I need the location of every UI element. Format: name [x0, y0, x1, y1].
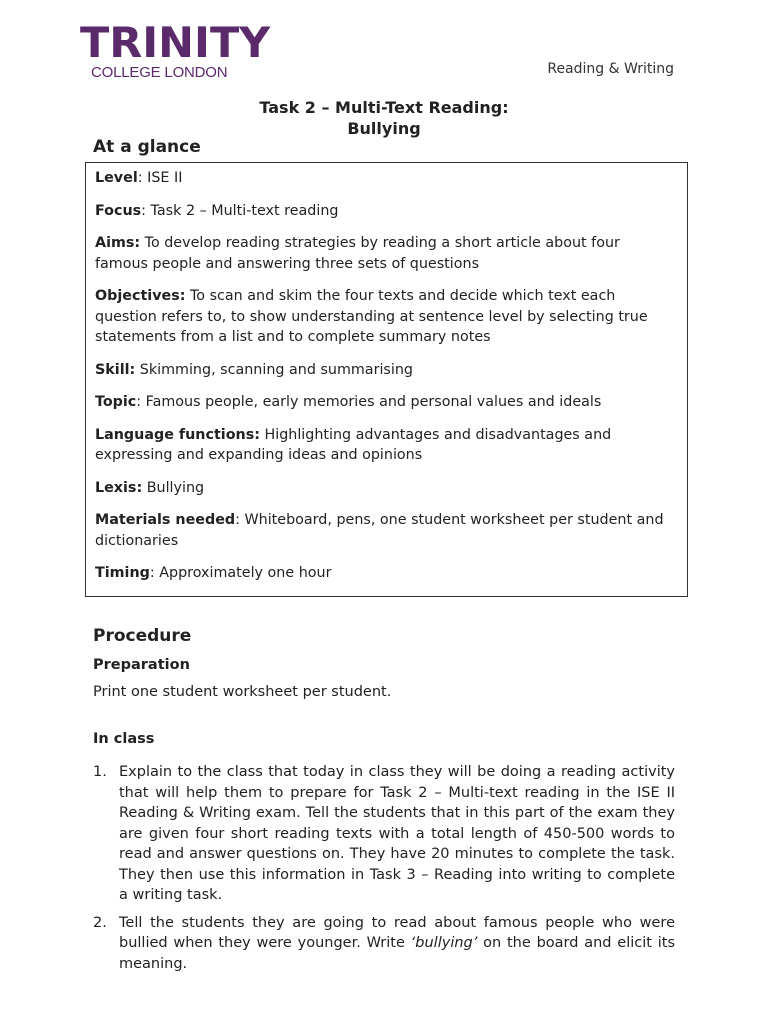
section-label: Reading & Writing: [547, 61, 674, 77]
step-text: Explain to the class that today in class they will be doing a reading activity that will help them to prepare for Task 2 – Multi-text reading in the ISE II Reading & Writing exam. Tell the students that in this part of the exam they are given four short reading texts with a total length of 450-500 words to read and answer questions on. They have 20 minutes to complete the task. They then use this information in Task 3 – Reading into writing to complete a writing task.: [119, 764, 675, 903]
glance-value: To develop reading strategies by reading a short article about four famous people and answering three sets of questions: [95, 235, 620, 272]
glance-value: Whiteboard, pens, one student worksheet per student and dictionaries: [95, 512, 664, 549]
logo-subtitle: COLLEGE LONDON: [91, 64, 228, 81]
glance-item: [95, 286, 677, 348]
glance-item: [95, 360, 677, 381]
glance-value: Famous people, early memories and personal values and ideals: [145, 394, 602, 410]
glance-value: To scan and skim the four texts and decide which text each question refers to, to show understanding at sentence level by selecting true statements from a list and to complete summary notes: [95, 288, 648, 345]
glance-label: Skill:: [95, 361, 136, 378]
glance-label: Focus: [95, 202, 142, 219]
bullying-term: ‘bullying’: [410, 935, 478, 951]
at-a-glance-box: [85, 162, 688, 597]
title-line-1: Task 2 – Multi-Text Reading:: [259, 98, 509, 117]
glance-label: Materials needed: [95, 512, 236, 528]
in-class-heading: In class: [93, 731, 155, 747]
glance-value: Highlighting advantages and disadvantages and expressing and expanding ideas and opinions: [95, 426, 612, 463]
glance-value: ISE II: [147, 170, 183, 186]
glance-item: [95, 478, 677, 499]
trinity-logo: [80, 18, 276, 81]
glance-item: [95, 233, 677, 274]
step-text: Tell the students they are going to read about famous people who were bullied when they were younger. Write ‘bullying’ on the board and elicit its meaning.: [119, 914, 675, 972]
glance-item: Focus: Task 2 – Multi-text reading: [95, 202, 339, 219]
page-title: [0, 97, 768, 139]
glance-value: Skimming, scanning and summarising: [139, 361, 413, 378]
glance-item: [95, 425, 677, 466]
glance-value: Bullying: [146, 479, 205, 496]
step-number: 1.: [93, 764, 107, 780]
glance-label: Language functions:: [95, 426, 260, 443]
procedure-steps: [93, 762, 675, 981]
glance-item: Level: ISE II: [95, 170, 183, 186]
preparation-text: Print one student worksheet per student.: [93, 684, 392, 700]
glance-item: Timing: Approximately one hour: [95, 565, 332, 581]
preparation-heading: Preparation: [93, 657, 190, 673]
glance-label: Lexis:: [95, 479, 143, 496]
at-a-glance-heading: At a glance: [93, 137, 201, 157]
glance-item: Topic: Famous people, early memories and personal values and ideals: [95, 394, 602, 410]
glance-label: Timing: [95, 565, 150, 581]
glance-item: Materials needed: Whiteboard, pens, one student worksheet per student and dictionaries: [95, 512, 664, 549]
glance-label: Aims:: [95, 235, 141, 251]
step-number: 2.: [93, 914, 107, 931]
glance-label: Objectives:: [95, 288, 186, 304]
list-item: [93, 913, 675, 975]
procedure-heading: Procedure: [93, 626, 192, 646]
glance-label: Topic: [95, 394, 137, 410]
title-line-2: Bullying: [347, 119, 421, 138]
list-item: [93, 762, 675, 906]
glance-value: Task 2 – Multi-text reading: [150, 202, 339, 219]
glance-value: Approximately one hour: [159, 565, 332, 581]
logo-wordmark: TRINITY: [80, 18, 271, 67]
glance-label: Level: [95, 170, 138, 186]
